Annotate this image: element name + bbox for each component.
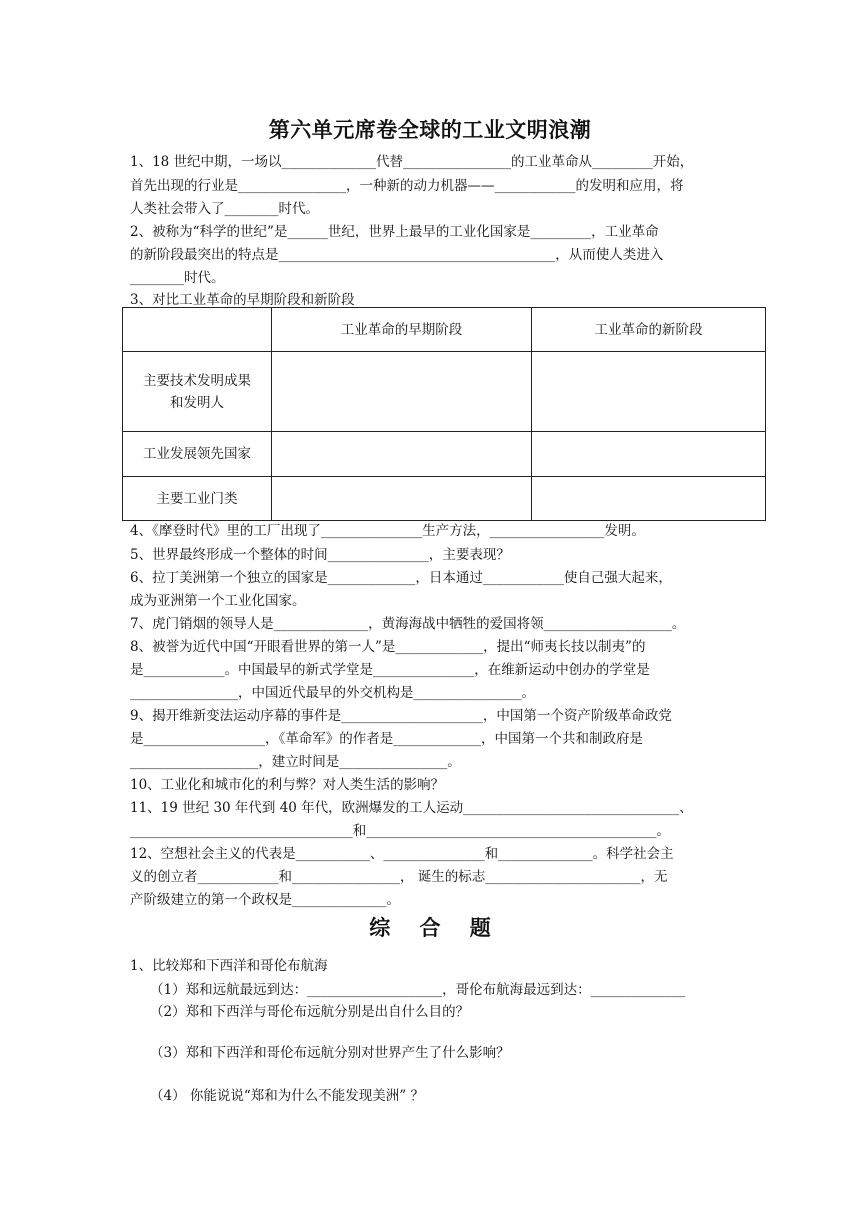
question-6-line-1: 6、拉丁美洲第一个独立的国家是_____________，日本通过____________使自己强大起来，	[130, 570, 672, 586]
table-cell-answer[interactable]	[272, 477, 532, 521]
question-12-line-3: 产阶级建立的第一个政权是______________。	[130, 892, 400, 908]
table-header-new-stage: 工业革命的新阶段	[532, 308, 766, 352]
table-cell-answer[interactable]	[532, 352, 766, 432]
question-11-line-1: 11、19 世纪 30 年代到 40 年代，欧洲爆发的工人运动________________________________、	[130, 800, 693, 816]
table-cell-answer[interactable]	[532, 432, 766, 477]
question-9-line-2: 是__________________，《革命军》的作者是_____________，中国第一个共和制政府是	[130, 731, 643, 747]
question-6-line-2: 成为亚洲第一个工业化国家。	[130, 593, 306, 609]
comprehensive-subquestion-2: （2）郑和下西洋与哥伦布远航分别是出自什么目的？	[150, 1004, 470, 1020]
question-9-line-1: 9、揭开维新变法运动序幕的事件是_____________________，中国第一个资产阶级革命政党	[130, 708, 672, 724]
question-2-line-3: ________时代。	[130, 270, 225, 286]
table-row-label-line: 和发明人	[170, 394, 224, 411]
question-9-line-3: ___________________，建立时间是________________。	[130, 754, 461, 770]
comprehensive-subquestion-1: （1）郑和远航最远到达：____________________，哥伦布航海最远到达：______________	[150, 982, 686, 998]
table-row-label-line: 主要技术发明成果	[143, 372, 251, 389]
question-8-line-3: ________________，中国近代最早的外交机构是________________。	[130, 685, 535, 701]
table-cell-answer[interactable]	[272, 352, 532, 432]
question-2-line-1: 2、被称为“科学的世纪”是______世纪，世界上最早的工业化国家是_________，工业革命	[130, 224, 659, 240]
table-row	[123, 477, 766, 521]
comprehensive-subquestion-4: （4） 你能说说“郑和为什么不能发现美洲” ？	[150, 1088, 424, 1104]
table-row	[123, 432, 766, 477]
table-row-label: 工业发展领先国家	[123, 432, 272, 477]
question-12-line-2: 义的创立者____________和________________， 诞生的标志_______________________，无	[130, 869, 668, 885]
table-row-label	[123, 352, 272, 432]
question-1-line-2: 首先出现的行业是________________，一种新的动力机器——____________的发明和应用，将	[130, 178, 684, 194]
question-1-line-3: 人类社会带入了________时代。	[130, 201, 319, 217]
comprehensive-question-1: 1、比较郑和下西洋和哥伦布航海	[130, 958, 328, 974]
table-header-row	[123, 308, 766, 352]
question-1-line-1: 1、18 世纪中期，一场以______________代替________________的工业革命从_________开始，	[130, 154, 694, 170]
question-11-line-2: _________________________________和___________________________________________。	[130, 823, 670, 839]
table-cell-answer[interactable]	[532, 477, 766, 521]
question-8-line-2: 是____________。中国最早的新式学堂是_______________，在维新运动中创办的学堂是	[130, 662, 650, 678]
section-title: 综 合 题	[369, 916, 491, 940]
question-3-prompt: 3、对比工业革命的早期阶段和新阶段	[130, 292, 355, 308]
comparison-table	[122, 307, 766, 521]
question-8-line-1: 8、被誉为近代中国“开眼看世界的第一人”是_____________，提出“师夷长技以制夷”的	[130, 639, 646, 655]
table-row	[123, 352, 766, 432]
comprehensive-subquestion-3: （3）郑和下西洋和哥伦布远航分别对世界产生了什么影响？	[150, 1045, 510, 1061]
table-cell-answer[interactable]	[272, 432, 532, 477]
question-4: 4、《摩登时代》里的工厂出现了_______________生产方法，_________________发明。	[130, 523, 645, 539]
question-7: 7、虎门销烟的领导人是______________，黄海海战中牺牲的爱国将领___________________。	[130, 616, 686, 632]
page-title: 第六单元席卷全球的工业文明浪潮	[268, 118, 592, 142]
question-5: 5、世界最终形成一个整体的时间_______________，主要表现？	[130, 547, 510, 563]
question-12-line-1: 12、空想社会主义的代表是___________、_______________和______________。科学社会主	[130, 846, 674, 862]
table-header-early-stage: 工业革命的早期阶段	[272, 308, 532, 352]
question-2-line-2: 的新阶段最突出的特点是_________________________________________，从而使人类进入	[130, 247, 664, 263]
question-10: 10、工业化和城市化的利与弊？对人类生活的影响？	[130, 777, 445, 793]
table-header-corner	[123, 308, 272, 352]
table-row-label: 主要工业门类	[123, 477, 272, 521]
